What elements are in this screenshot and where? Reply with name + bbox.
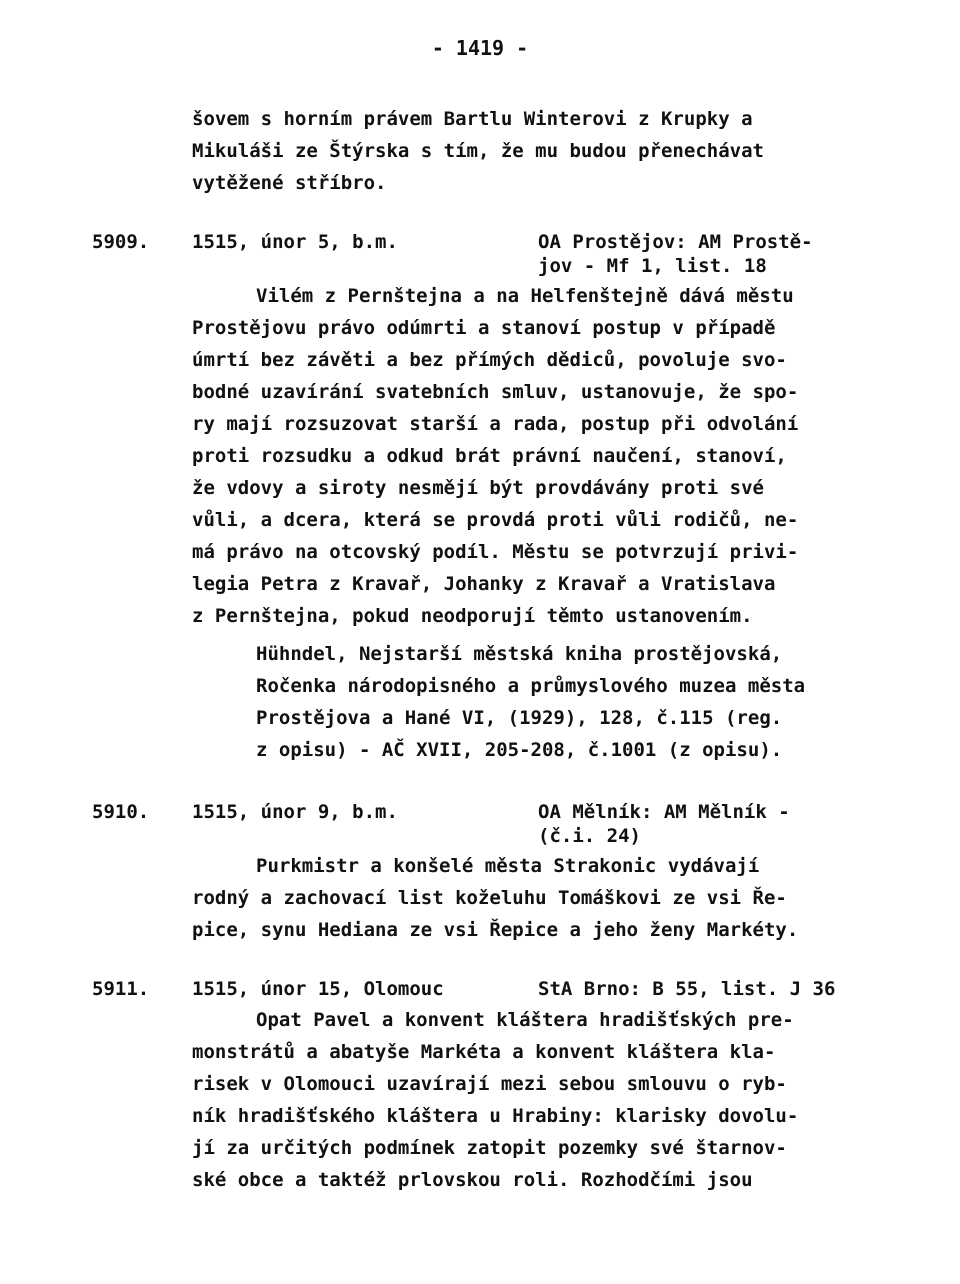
- entry-body-line: Vilém z Pernštejna a na Helfenštejně dává městu: [256, 285, 794, 307]
- entry-body-line: ské obce a taktéž prlovskou roli. Rozhodčími jsou: [192, 1169, 753, 1191]
- entry-body-line: úmrtí bez závěti a bez přímých dědiců, povoluje svo-: [192, 349, 787, 371]
- entry-body-line: ník hradišťského kláštera u Hrabiny: klarisky dovolu-: [192, 1105, 799, 1127]
- entry-date: 1515, únor 15, Olomouc: [192, 978, 444, 1000]
- entry-body-line: má právo na otcovský podíl. Městu se potvrzují privi-: [192, 541, 799, 563]
- page-number: - 1419 -: [431, 36, 529, 60]
- entry-body-line: Prostějovu právo odúmrti a stanoví postup v případě: [192, 317, 776, 339]
- entry-source: StA Brno: B 55, list. J 36: [538, 978, 836, 1000]
- entry-number: 5909.: [92, 231, 150, 253]
- entry-date: 1515, únor 5, b.m.: [192, 231, 398, 253]
- entry-body-line: vůli, a dcera, která se provdá proti vůli rodičů, ne-: [192, 509, 799, 531]
- entry-body-line: rodný a zachovací list koželuhu Tomáškovi ze vsi Ře-: [192, 887, 787, 909]
- entry-body-line: legia Petra z Kravař, Johanky z Kravař a Vratislava: [192, 573, 776, 595]
- intro-line: vytěžené stříbro.: [192, 172, 387, 194]
- entry-number: 5910.: [92, 801, 150, 823]
- entry-source: OA Prostějov: AM Prostě-: [538, 231, 813, 253]
- entry-literature-line: Prostějova a Hané VI, (1929), 128, č.115 (reg.: [256, 707, 783, 729]
- entry-literature-line: Hühndel, Nejstarší městská kniha prostějovská,: [256, 643, 783, 665]
- intro-line: Mikuláši ze Štýrska s tím, že mu budou přenechávat: [192, 140, 764, 162]
- entry-body-line: bodné uzavírání svatebních smluv, ustanovuje, že spo-: [192, 381, 799, 403]
- entry-date: 1515, únor 9, b.m.: [192, 801, 398, 823]
- entry-body-line: proti rozsudku a odkud brát právní naučení, stanoví,: [192, 445, 787, 467]
- entry-source: (č.i. 24): [538, 825, 641, 847]
- intro-line: šovem s horním právem Bartlu Winterovi z Krupky a: [192, 108, 753, 130]
- entry-body-line: Opat Pavel a konvent kláštera hradišťských pre-: [256, 1009, 794, 1031]
- entry-source: jov - Mf 1, list. 18: [538, 255, 767, 277]
- entry-body-line: monstrátů a abatyše Markéta a konvent kláštera kla-: [192, 1041, 776, 1063]
- entry-body-line: risek v Olomouci uzavírají mezi sebou smlouvu o ryb-: [192, 1073, 787, 1095]
- entry-body-line: Purkmistr a konšelé města Strakonic vydávají: [256, 855, 760, 877]
- entry-body-line: že vdovy a siroty nesmějí být provdávány proti své: [192, 477, 764, 499]
- entry-number: 5911.: [92, 978, 150, 1000]
- entry-source: OA Mělník: AM Mělník -: [538, 801, 790, 823]
- entry-body-line: pice, synu Hediana ze vsi Řepice a jeho ženy Markéty.: [192, 919, 799, 941]
- entry-body-line: z Pernštejna, pokud neodporují těmto ustanovením.: [192, 605, 753, 627]
- entry-body-line: jí za určitých podmínek zatopit pozemky své štarnov-: [192, 1137, 787, 1159]
- entry-body-line: ry mají rozsuzovat starší a rada, postup při odvolání: [192, 413, 799, 435]
- entry-literature-line: Ročenka národopisného a průmyslového muzea města: [256, 675, 806, 697]
- entry-literature-line: z opisu) - AČ XVII, 205-208, č.1001 (z opisu).: [256, 739, 783, 761]
